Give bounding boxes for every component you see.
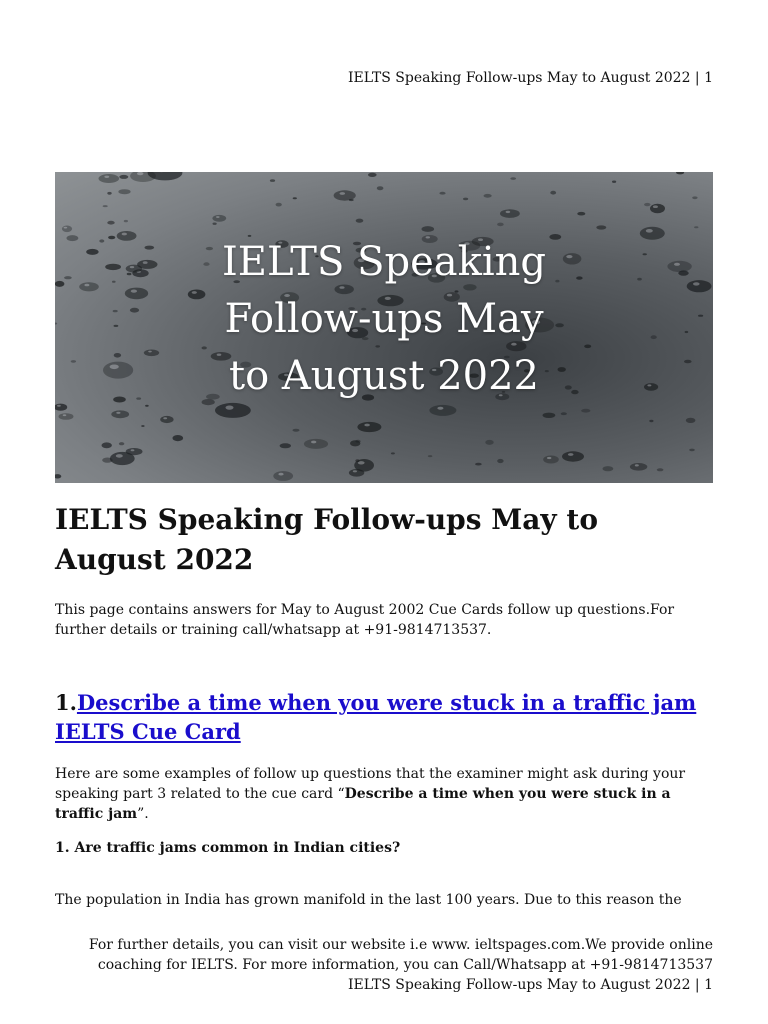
water-drop xyxy=(103,205,108,207)
water-drop xyxy=(55,474,61,478)
water-drop xyxy=(212,215,226,222)
water-drop-highlight xyxy=(116,454,123,458)
water-drop xyxy=(111,410,129,418)
water-drop xyxy=(119,175,128,179)
water-drop-highlight xyxy=(163,417,167,419)
water-drop xyxy=(141,425,144,427)
water-drop xyxy=(500,209,520,218)
water-drop xyxy=(577,212,585,216)
water-drop xyxy=(644,203,650,206)
hero-image xyxy=(55,172,713,483)
water-drop xyxy=(429,405,456,416)
water-drop-highlight xyxy=(311,441,316,444)
water-drop xyxy=(391,452,395,454)
cue-card-link[interactable]: Describe a time when you were stuck in a traffic jam IELTS Cue Card xyxy=(55,690,697,744)
water-drop xyxy=(485,440,493,445)
water-drop xyxy=(173,435,184,441)
section-heading-1 xyxy=(55,688,715,746)
water-drop xyxy=(124,220,128,222)
water-drop-highlight xyxy=(506,211,511,213)
water-drop-highlight xyxy=(57,405,61,407)
intro-paragraph: This page contains answers for May to August 2002 Cue Cards follow up questions.For further details or training call/whatsapp at +91-9814713537. xyxy=(55,602,675,638)
water-drop-highlight xyxy=(226,406,234,410)
footer-line-1: For further details, you can visit our website i.e www. ieltspages.com.We provide online xyxy=(88,937,713,953)
water-drop xyxy=(543,456,559,464)
water-drop-highlight xyxy=(64,227,68,229)
water-drop-highlight xyxy=(278,473,283,476)
water-drop-highlight xyxy=(568,453,574,456)
water-drop xyxy=(650,204,665,213)
water-drop-highlight xyxy=(646,229,653,233)
water-drop-highlight xyxy=(131,449,135,451)
water-drop xyxy=(377,186,384,190)
para-text-before: Here are some examples of follow up questions that the examiner might ask during your speaking part 3 related to the cue card “ xyxy=(55,766,686,802)
water-drop xyxy=(439,192,445,195)
followup-intro-paragraph xyxy=(55,764,715,824)
water-drop-highlight xyxy=(353,470,357,472)
para-bold-cue-card: Describe a time when you were stuck in a traffic jam xyxy=(55,786,671,822)
water-drop xyxy=(62,226,72,233)
water-drop xyxy=(543,413,556,418)
water-drop-highlight xyxy=(547,457,551,459)
water-drop xyxy=(102,442,112,448)
water-drop xyxy=(107,221,114,225)
water-drop xyxy=(304,439,328,449)
hero-title-line-2: Follow-ups May xyxy=(224,296,544,342)
water-drop xyxy=(293,429,300,432)
hero-title-line-3: to August 2022 xyxy=(229,353,539,399)
answer-1: The population in India has grown manifold in the last 100 years. Due to this reason the xyxy=(55,892,682,908)
water-drop xyxy=(463,198,468,201)
water-drop xyxy=(270,179,275,182)
water-drop xyxy=(280,443,291,448)
water-drop xyxy=(355,459,359,462)
water-drop xyxy=(484,194,492,198)
water-drop-highlight xyxy=(437,407,443,410)
water-drop xyxy=(676,172,684,174)
water-drop xyxy=(561,412,567,415)
water-drop xyxy=(649,420,653,422)
footer-line-3: IELTS Speaking Follow-ups May to August 2022 | 1 xyxy=(347,977,713,993)
footer-line-2: coaching for IELTS. For more information, you can Call/Whatsapp at +91-9814713537 xyxy=(97,957,713,973)
water-drop xyxy=(686,418,696,423)
water-drop xyxy=(107,192,111,195)
page-title: IELTS Speaking Follow-ups May to August 2022 xyxy=(55,503,599,576)
para-text-after: ”. xyxy=(137,806,149,822)
water-drop-highlight xyxy=(340,192,346,195)
water-drop xyxy=(550,191,556,195)
water-drop xyxy=(273,471,293,481)
water-drop xyxy=(160,416,173,423)
hero-title-line-1: IELTS Speaking xyxy=(221,239,547,285)
water-drop xyxy=(118,189,130,194)
page-header: IELTS Speaking Follow-ups May to August 2022 | 1 xyxy=(347,70,713,86)
water-drop xyxy=(510,177,516,180)
water-drop xyxy=(213,223,217,225)
page-footer xyxy=(53,935,713,995)
section-number: 1. xyxy=(55,690,77,715)
water-drop xyxy=(334,190,356,200)
water-drop xyxy=(497,459,503,463)
water-drop xyxy=(603,466,614,471)
water-drop xyxy=(581,409,590,413)
water-drop-highlight xyxy=(635,464,639,466)
water-drop-highlight xyxy=(104,176,109,178)
water-drop xyxy=(657,468,664,471)
water-drop xyxy=(293,197,297,199)
water-drop xyxy=(276,203,282,207)
water-drop xyxy=(110,452,135,465)
water-drop xyxy=(368,173,377,177)
water-drop xyxy=(428,455,432,457)
question-1: 1. Are traffic jams common in Indian cities? xyxy=(55,840,401,856)
water-drop xyxy=(357,422,381,432)
water-drop xyxy=(99,174,120,183)
water-drop xyxy=(475,463,482,466)
water-drop-highlight xyxy=(116,412,120,414)
water-drop xyxy=(694,226,698,228)
water-drop-highlight xyxy=(216,216,220,218)
water-drop xyxy=(692,196,697,199)
water-drop xyxy=(689,449,695,452)
water-drop xyxy=(596,225,606,229)
water-drop xyxy=(630,463,647,471)
water-drop xyxy=(422,226,435,232)
water-drop xyxy=(119,442,124,445)
water-drop-highlight xyxy=(137,172,143,175)
water-drop xyxy=(215,403,251,418)
water-drop xyxy=(356,219,364,223)
water-drop-highlight xyxy=(653,205,658,208)
water-drop-highlight xyxy=(63,414,67,416)
hero-title xyxy=(55,234,713,405)
water-drop xyxy=(355,440,360,443)
water-drop xyxy=(59,413,74,420)
water-drop xyxy=(562,451,584,461)
water-drop xyxy=(145,405,149,407)
water-drop xyxy=(497,223,504,227)
water-drop xyxy=(612,181,616,183)
water-drop-highlight xyxy=(364,424,370,427)
